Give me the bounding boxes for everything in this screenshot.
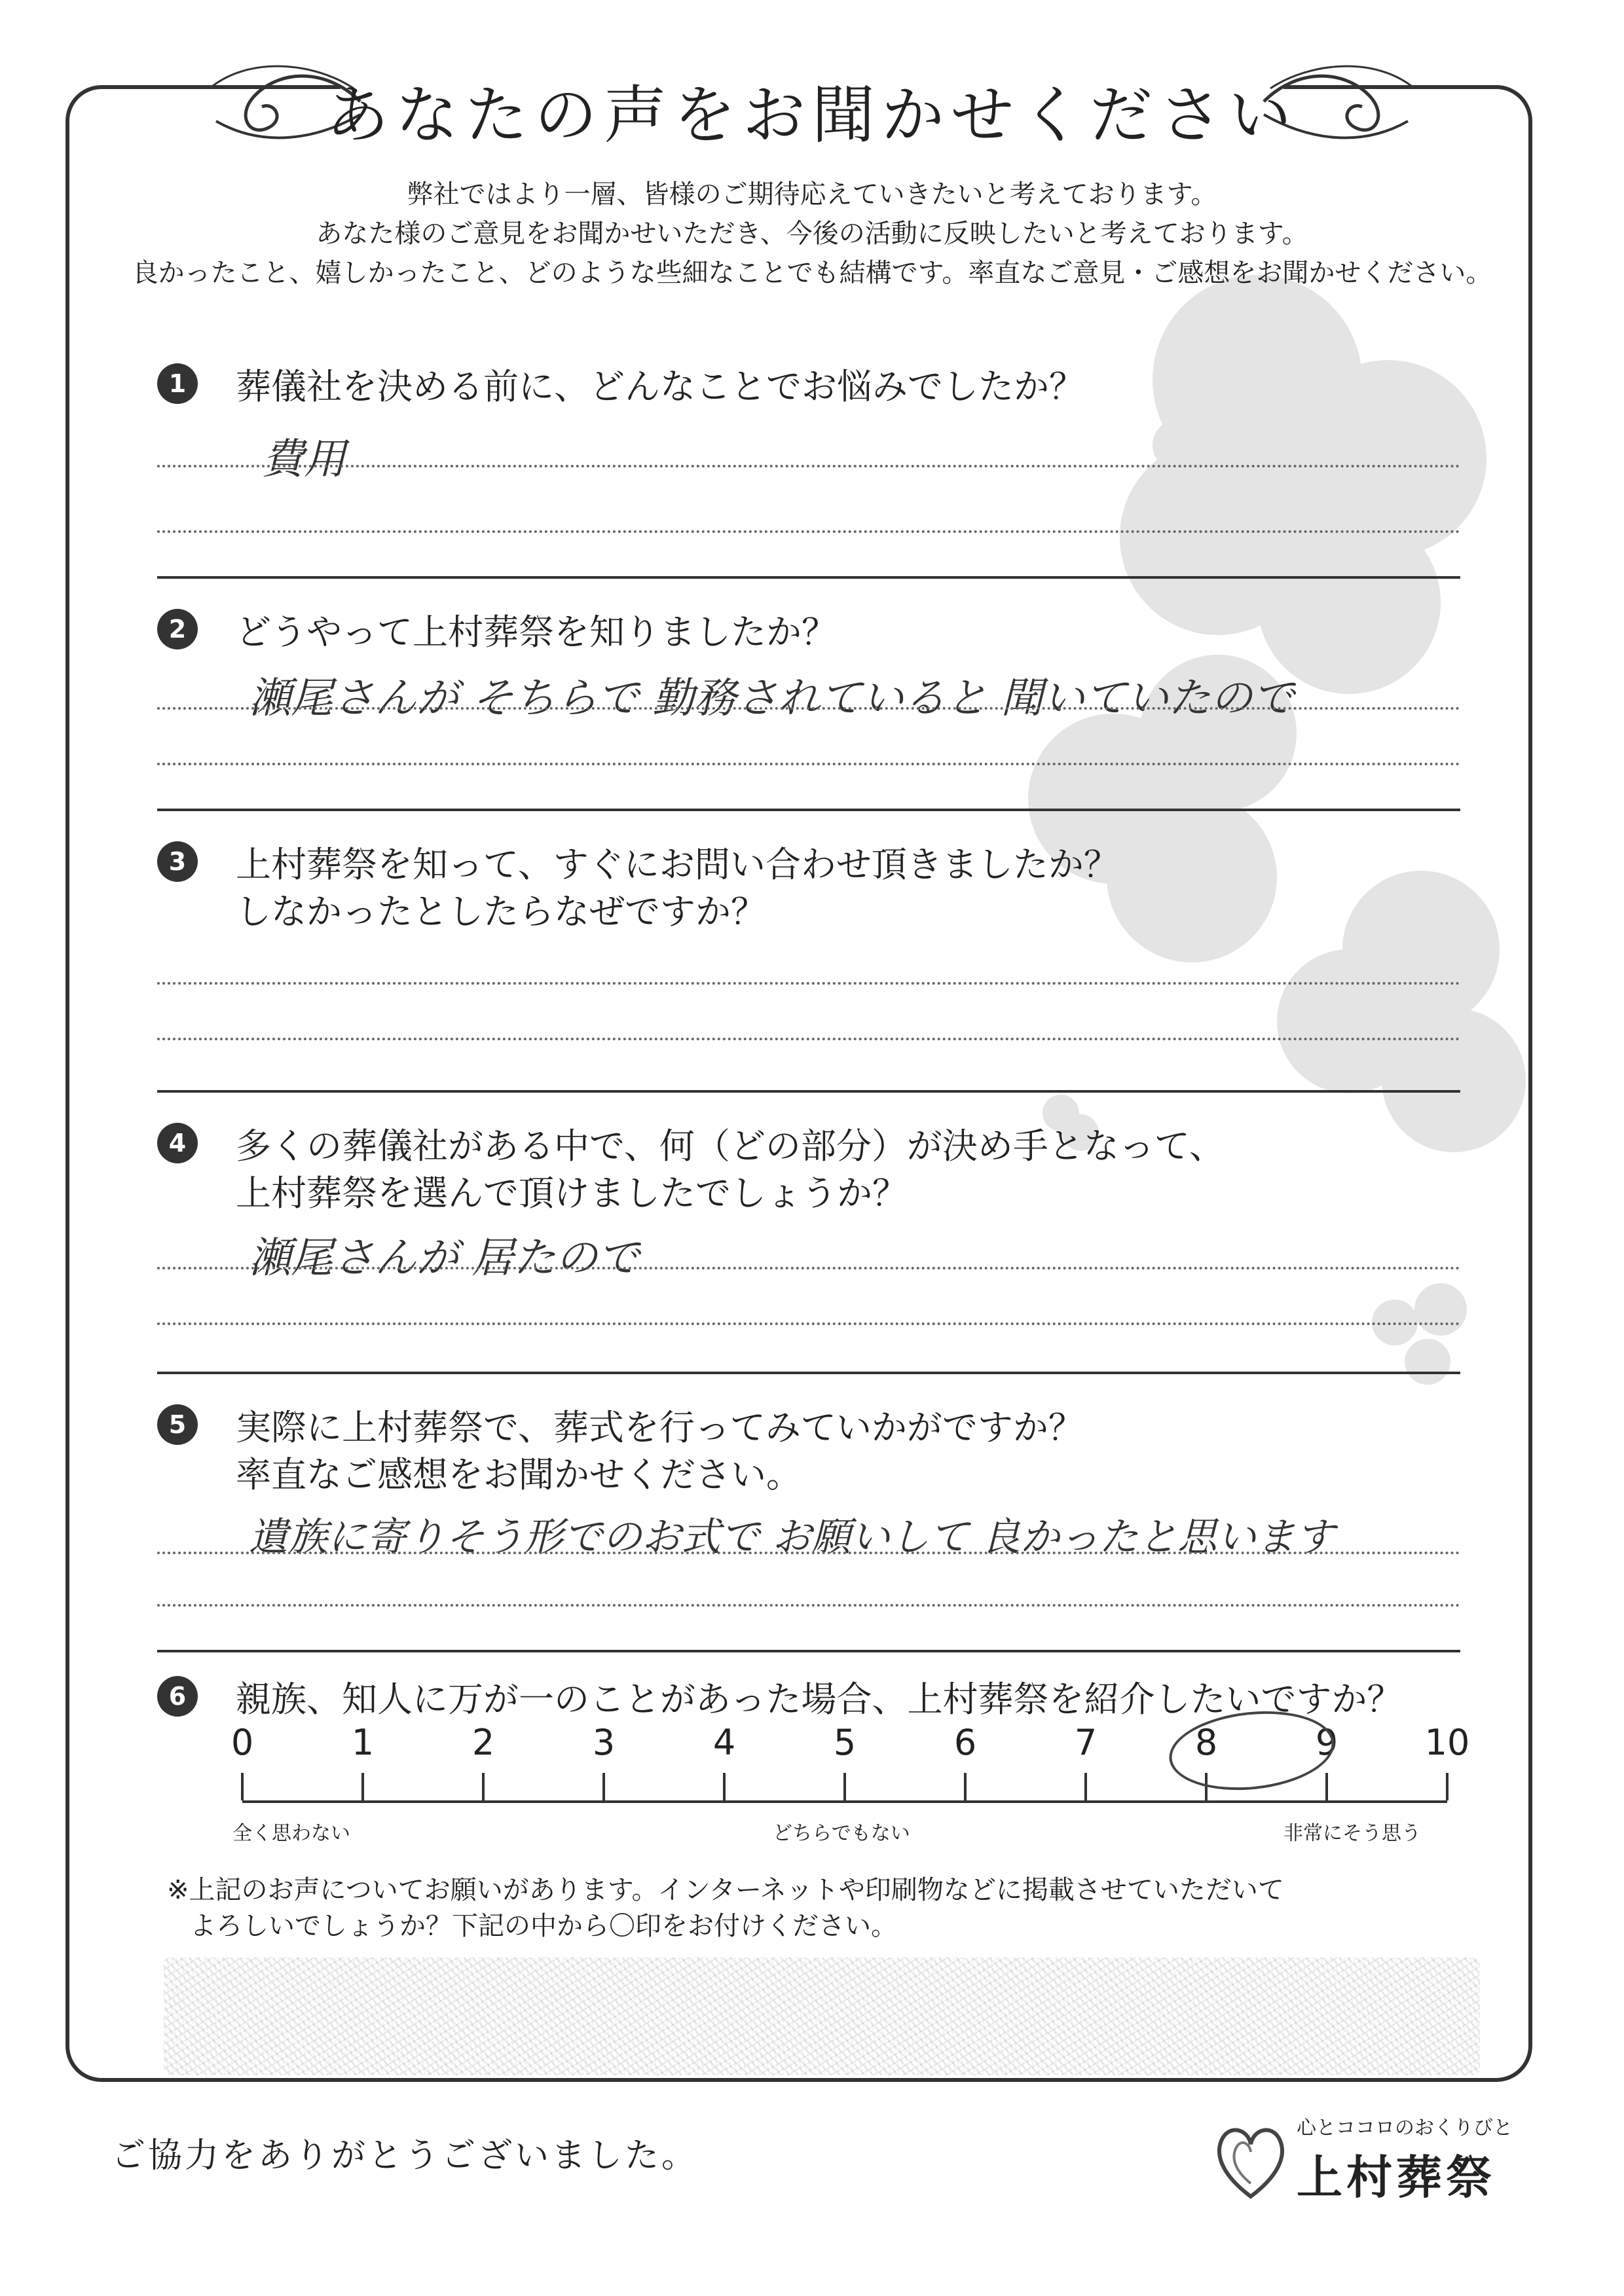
permission-note-line-1: ※上記のお声についてお願いがあります。インターネットや印刷物などに掲載させていただいて <box>167 1875 1284 1905</box>
section-divider <box>157 1090 1460 1093</box>
answer-line <box>157 465 1460 467</box>
question-number: 5 <box>157 1404 198 1445</box>
answer-line <box>157 1604 1460 1607</box>
scale-label-low: 全く思わない <box>232 1822 350 1845</box>
scale-tick-0 <box>241 1773 244 1800</box>
question-number: 2 <box>157 609 198 649</box>
scale-tick-7 <box>1084 1773 1087 1800</box>
question-number: 4 <box>157 1123 198 1163</box>
scale-number-6[interactable]: 6 <box>953 1722 977 1763</box>
scale-tick-4 <box>723 1773 726 1800</box>
section-divider <box>157 1372 1460 1374</box>
scale-number-2[interactable]: 2 <box>471 1722 495 1763</box>
thanks-message: ご協力をありがとうございました。 <box>111 2136 699 2176</box>
scale-number-0[interactable]: 0 <box>231 1722 254 1763</box>
question-text-line-1: 多くの葬儀社がある中で、何（どの部分）が決め手となって、 <box>236 1125 1225 1167</box>
answer-line <box>157 1322 1460 1325</box>
answer-2[interactable]: 瀬尾さんが そちらで 勤務されていると 聞いていたので <box>249 674 1295 723</box>
page-title: あなたの声をお聞かせください <box>326 79 1298 152</box>
scale-number-8[interactable]: 8 <box>1194 1722 1218 1763</box>
answer-line <box>157 530 1460 533</box>
scale-tick-6 <box>964 1773 967 1800</box>
answer-line <box>157 707 1460 710</box>
scale-number-4[interactable]: 4 <box>712 1722 736 1763</box>
company-logo <box>1211 2111 1539 2223</box>
section-divider <box>157 576 1460 579</box>
question-text-line-2: 率直なご感想をお聞かせください。 <box>236 1454 802 1495</box>
permission-note-line-2: よろしいでしょうか？下記の中から〇印をお付けください。 <box>190 1911 897 1941</box>
scale-number-5[interactable]: 5 <box>833 1722 857 1763</box>
scale-number-3[interactable]: 3 <box>592 1722 616 1763</box>
scale-label-mid: どちらでもない <box>773 1822 910 1845</box>
question-text-line-2: しなかったとしたらなぜですか？ <box>236 891 766 932</box>
answer-5[interactable]: 遺族に寄りそう形でのお式で お願いして 良かったと思います <box>249 1514 1335 1560</box>
logo-name: 上村葬祭 <box>1297 2151 1496 2204</box>
intro-line-2: あなた様のご意見をお聞かせいただき、今後の活動に反映したいと考えております。 <box>316 219 1308 249</box>
question-text: 親族、知人に万が一のことがあった場合、上村葬祭を紹介したいですか？ <box>236 1679 1403 1720</box>
scale-number-7[interactable]: 7 <box>1074 1722 1098 1763</box>
answer-line <box>157 763 1460 765</box>
logo-tagline: 心とココロのおくりびと <box>1297 2117 1513 2140</box>
answer-line <box>157 982 1460 985</box>
answer-line <box>157 1038 1460 1040</box>
question-text: どうやって上村葬祭を知りましたか？ <box>236 611 837 653</box>
scale-label-high: 非常にそう思う <box>1283 1822 1421 1845</box>
question-text-line-2: 上村葬祭を選んで頂けましたでしょうか？ <box>236 1173 908 1214</box>
answer-4[interactable]: 瀬尾さんが 居たので <box>249 1234 640 1283</box>
section-divider <box>157 809 1460 811</box>
scale-tick-9 <box>1325 1773 1328 1800</box>
redacted-area <box>164 1958 1480 2075</box>
section-divider <box>157 1650 1460 1652</box>
question-text-line-1: 上村葬祭を知って、すぐにお問い合わせ頂きましたか？ <box>236 844 1119 885</box>
answer-1[interactable]: 費用 <box>262 435 346 484</box>
scale-tick-5 <box>843 1773 846 1800</box>
question-text-line-1: 実際に上村葬祭で、葬式を行ってみていかがですか？ <box>236 1407 1084 1448</box>
question-number: 3 <box>157 841 198 882</box>
question-text: 葬儀社を決める前に、どんなことでお悩みでしたか？ <box>236 366 1084 407</box>
intro-line-3: 良かったこと、嬉しかったこと、どのような些細なことでも結構です。率直なご意見・ご感想をお聞かせください。 <box>132 258 1492 288</box>
scale-number-1[interactable]: 1 <box>351 1722 375 1763</box>
intro-line-1: 弊社ではより一層、皆様のご期待応えていきたいと考えております。 <box>407 179 1217 210</box>
answer-line <box>157 1267 1460 1269</box>
question-number: 1 <box>157 363 198 404</box>
scale-number-10[interactable]: 10 <box>1424 1722 1470 1763</box>
scale-tick-1 <box>361 1773 364 1800</box>
scale-tick-3 <box>602 1773 605 1800</box>
rating-scale-line <box>242 1800 1447 1803</box>
scale-tick-10 <box>1446 1773 1449 1800</box>
scale-number-9[interactable]: 9 <box>1315 1722 1338 1763</box>
scale-tick-2 <box>482 1773 485 1800</box>
answer-line <box>157 1552 1460 1554</box>
question-number: 6 <box>157 1676 198 1717</box>
heart-logo-icon <box>1211 2118 1290 2210</box>
